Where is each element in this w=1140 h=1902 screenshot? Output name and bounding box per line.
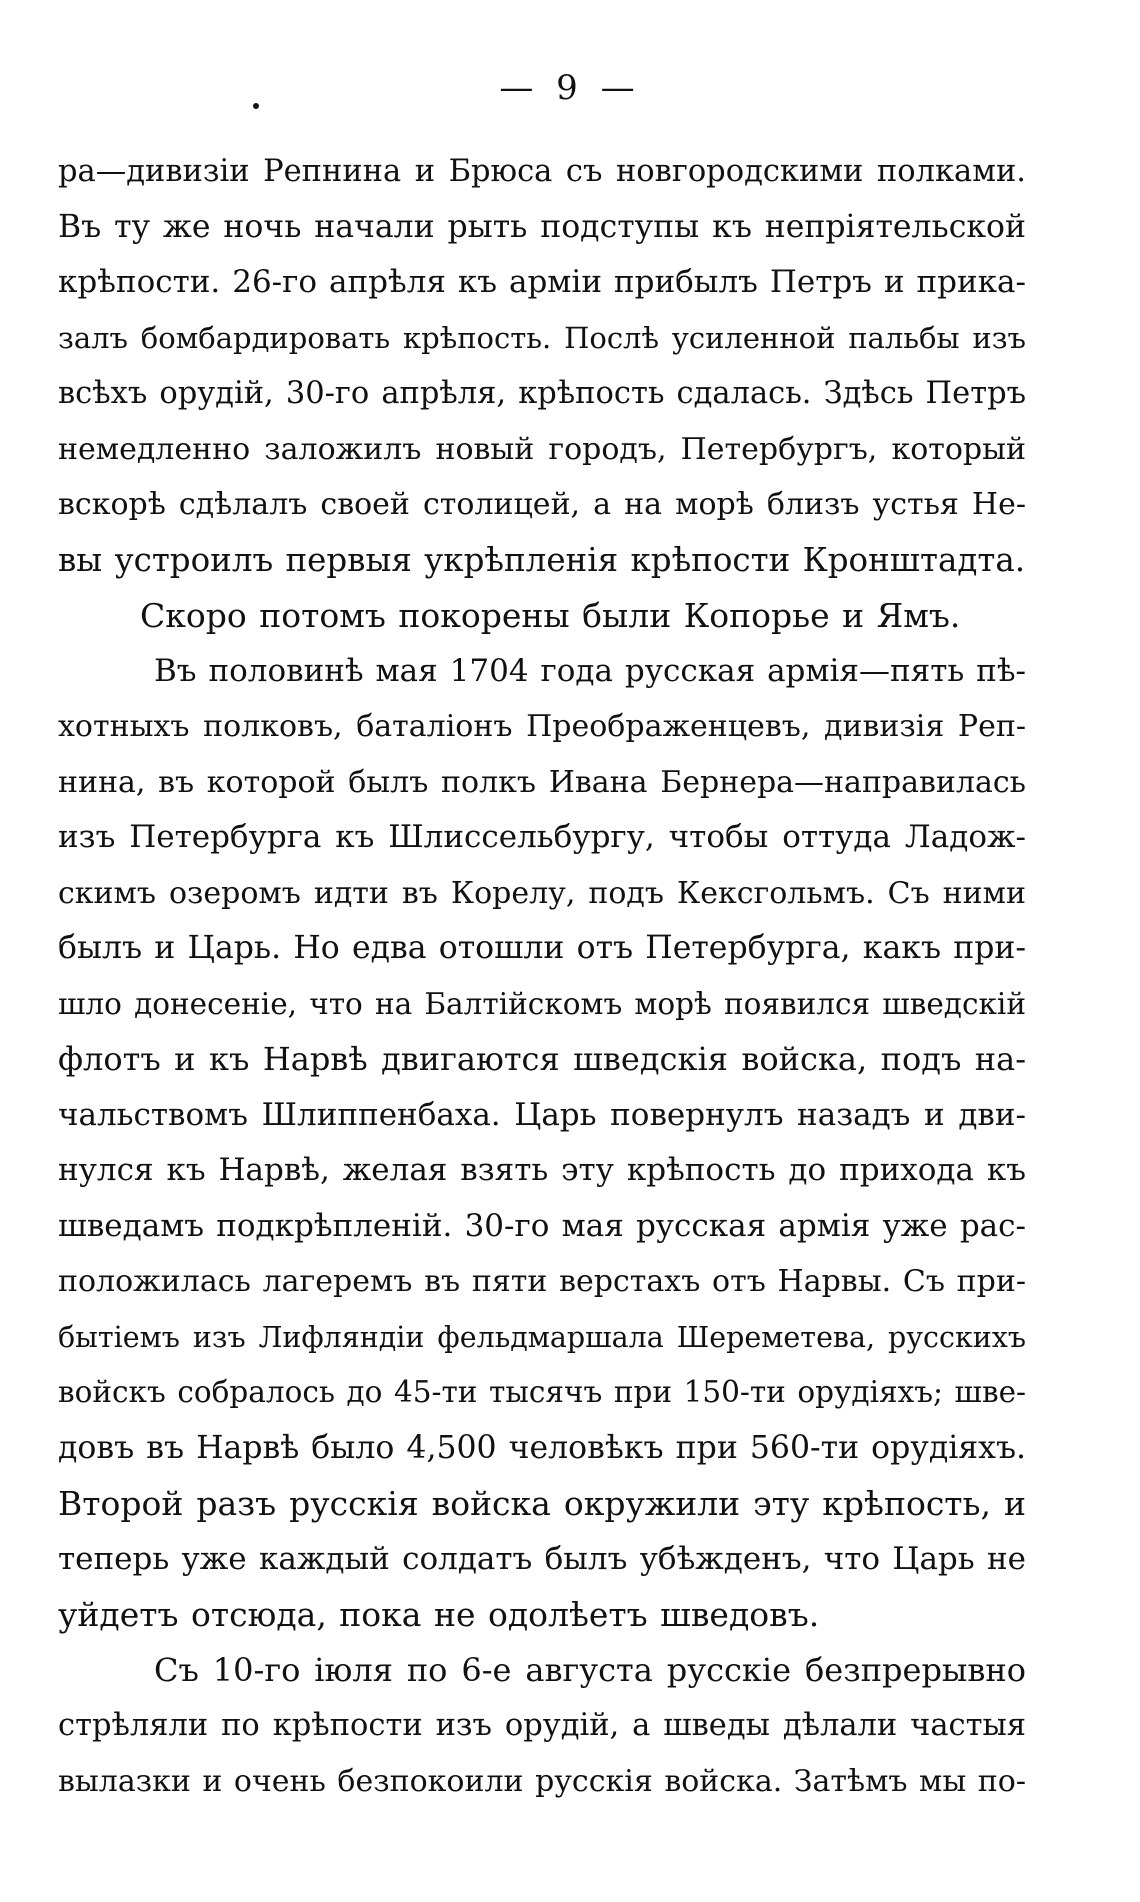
- text-line: войскъ собралось до 45-ти тысячъ при 150-ти орудіяхъ; шве-: [58, 1375, 1026, 1409]
- text-line: ра—дивизіи Репнина и Брюса съ новгородскими полками.: [58, 154, 1026, 189]
- text-line: флотъ и къ Нарвѣ двигаются шведскія войска, подъ на-: [58, 1040, 1026, 1078]
- text-line: положилась лагеремъ въ пяти верстахъ отъ Нарвы. Съ при-: [58, 1264, 1026, 1299]
- text-line: хотныхъ полковъ, баталіонъ Преображенцевъ, дивизія Реп-: [58, 709, 1026, 744]
- text-line: теперь уже каждый солдатъ былъ убѣжденъ, что Царь не: [58, 1540, 1026, 1577]
- text-line: залъ бомбардировать крѣпость. Послѣ усиленной пальбы изъ: [58, 320, 1026, 355]
- text-line: чальствомъ Шлиппенбаха. Царь повернулъ назадъ и дви-: [58, 1096, 1026, 1133]
- text-line: Скоро потомъ покорены были Копорье и Ямъ.: [140, 596, 961, 635]
- text-line: крѣпости. 26-го апрѣля къ арміи прибылъ Петръ и прика-: [58, 264, 1026, 300]
- text-line: Въ половинѣ мая 1704 года русская армія—пять пѣ-: [154, 652, 1026, 689]
- text-line: вы устроилъ первыя укрѣпленія крѣпости Кронштадта.: [58, 540, 1026, 579]
- text-line: скимъ озеромъ идти въ Корелу, подъ Кексгольмъ. Съ ними: [58, 875, 1026, 911]
- text-line: немедленно заложилъ новый городъ, Петербургъ, который: [58, 431, 1026, 467]
- text-line: нулся къ Нарвѣ, желая взять эту крѣпость до прихода къ: [58, 1152, 1026, 1188]
- text-line: бытіемъ изъ Лифляндіи фельдмаршала Шереметева, русскихъ: [58, 1320, 1026, 1354]
- text-line: нина, въ которой былъ полкъ Ивана Бернера—направилась: [58, 764, 1026, 800]
- text-line: уйдетъ отсюда, пока не одолѣетъ шведовъ.: [58, 1595, 820, 1634]
- text-line: стрѣляли по крѣпости изъ орудій, а шведы дѣлали частыя: [58, 1708, 1026, 1743]
- text-line: Съ 10-го іюля по 6-е августа русскіе безпрерывно: [154, 1650, 1026, 1689]
- text-line: довъ въ Нарвѣ было 4,500 человѣкъ при 560-ти орудіяхъ.: [58, 1429, 1026, 1466]
- text-line: Въ ту же ночь начали рыть подступы къ непріятельской: [58, 208, 1026, 245]
- page-number: — 9 —: [499, 68, 641, 108]
- body-text: [58, 144, 1026, 1809]
- text-line: Второй разъ русскія войска окружили эту крѣпость, и: [58, 1484, 1026, 1523]
- text-line: шведамъ подкрѣпленій. 30-го мая русская армія уже рас-: [58, 1207, 1026, 1244]
- text-line: изъ Петербурга къ Шлиссельбургу, чтобы оттуда Ладож-: [58, 819, 1026, 855]
- ink-speck: [253, 103, 259, 109]
- text-line: былъ и Царь. Но едва отошли отъ Петербурга, какъ при-: [58, 930, 1026, 966]
- text-line: вылазки и очень безпокоили русскія войска. Затѣмъ мы по-: [58, 1763, 1026, 1799]
- text-line: вскорѣ сдѣлалъ своей столицей, а на морѣ близъ устья Не-: [58, 487, 1026, 522]
- text-line: шло донесеніе, что на Балтійскомъ морѣ появился шведскій: [58, 986, 1026, 1021]
- text-line: всѣхъ орудій, 30-го апрѣля, крѣпость сдалась. Здѣсь Петръ: [58, 376, 1026, 411]
